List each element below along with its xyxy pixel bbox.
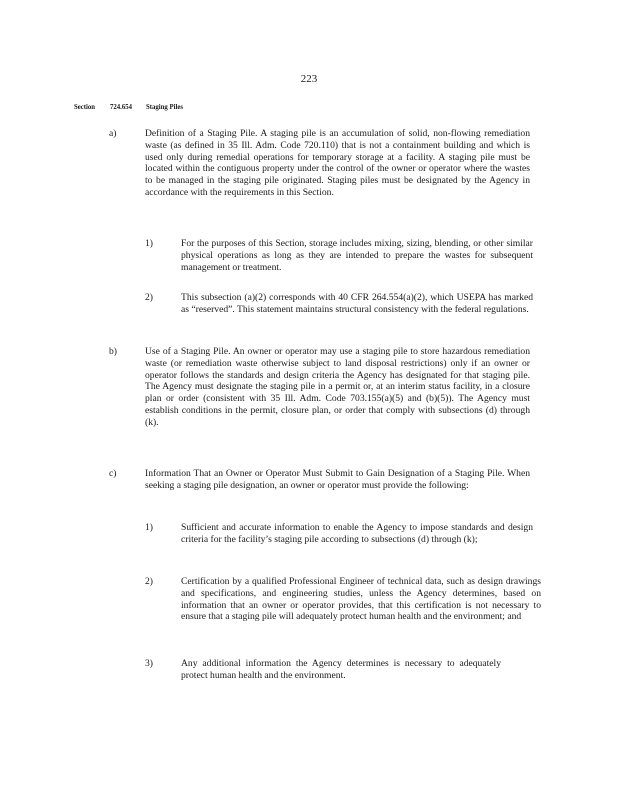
subsection-a-text: Definition of a Staging Pile. A staging pile is an accumulation of solid, non-flowing remediation waste (as defined in 35 Ill. Adm. Code 720.110) that is not a containment building and which is used only during remedial operations for temporary storage at a facility. A staging pile must be located within the contiguous property under the control of the owner or operator where the wastes to be managed in the staging pile originated. Staging piles must be designated by the Agency in accordance with the requirements in this Section. bbox=[145, 128, 530, 198]
subsection-a-item-2-text: This subsection (a)(2) corresponds with 40 CFR 264.554(a)(2), which USEPA has marked as “reserved”. This statement maintains structural consistency with the federal regulations. bbox=[181, 292, 533, 315]
subsection-a-item-2-marker: 2) bbox=[145, 292, 153, 303]
section-heading bbox=[74, 102, 183, 111]
subsection-c-item-2-text: Certification by a qualified Professional Engineer of technical data, such as design drawings and specifications, and engineering studies, unless the Agency determines, based on information that an owner or operator provides, that this certification is not necessary to ensure that a staging pile will adequately protect human health and the environment; and bbox=[181, 576, 541, 623]
subsection-c-text: Information That an Owner or Operator Must Submit to Gain Designation of a Staging Pile. When seeking a staging pile designation, an owner or operator must provide the following: bbox=[145, 468, 530, 491]
subsection-c-item-3-marker: 3) bbox=[145, 658, 153, 669]
subsection-b-marker: b) bbox=[109, 346, 117, 357]
subsection-b-text: Use of a Staging Pile. An owner or operator may use a staging pile to store hazardous remediation waste (or remediation waste otherwise subject to land disposal restrictions) only if an owner or operator follows the standards and design criteria the Agency has designated for that staging pile. The Agency must designate the staging pile in a permit or, at an interim status facility, in a closure plan or order (consistent with 35 Ill. Adm. Code 703.155(a)(5) and (b)(5)). The Agency must establish conditions in the permit, closure plan, or order that comply with subsections (d) through (k). bbox=[145, 346, 530, 428]
subsection-c-item-1-text: Sufficient and accurate information to enable the Agency to impose standards and design criteria for the facility’s staging pile according to subsections (d) through (k); bbox=[181, 522, 533, 545]
section-label: Section bbox=[74, 102, 96, 111]
page-number: 223 bbox=[300, 73, 318, 85]
subsection-c-marker: c) bbox=[109, 468, 117, 479]
subsection-c-item-2-marker: 2) bbox=[145, 576, 153, 587]
subsection-a-marker: a) bbox=[109, 128, 117, 139]
section-number: 724.654 bbox=[110, 102, 132, 111]
section-title: Staging Piles bbox=[146, 102, 183, 111]
subsection-c-item-3-text: Any additional information the Agency determines is necessary to adequately protect human health and the environment. bbox=[181, 658, 501, 681]
subsection-a-item-1-text: For the purposes of this Section, storage includes mixing, sizing, blending, or other similar physical operations as long as they are intended to prepare the wastes for subsequent management or treatment. bbox=[181, 238, 533, 273]
subsection-c-item-1-marker: 1) bbox=[145, 522, 153, 533]
subsection-a-item-1-marker: 1) bbox=[145, 238, 153, 249]
